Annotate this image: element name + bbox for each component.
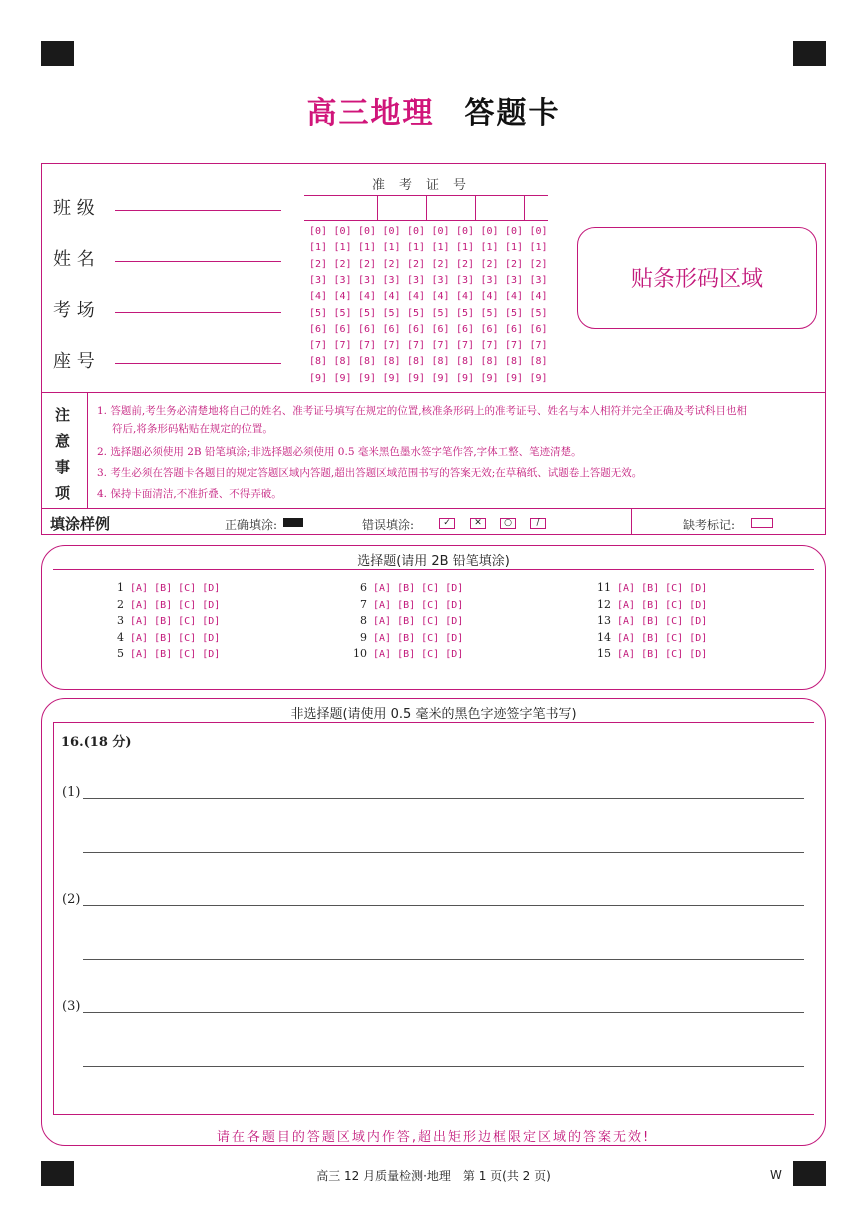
sample-heading: 填涂样例 [50,515,111,533]
answer-line[interactable] [83,905,804,906]
nonchoice-title: 非选择题(请使用 0.5 毫米的黑色字迹签字笔书写) [290,707,577,722]
admission-title: 准考证号 [371,178,480,193]
field-line[interactable] [115,210,281,211]
admission-digit-bubble[interactable]: [1] [456,242,475,254]
admission-digit-bubble[interactable]: [4] [358,291,377,303]
admission-digit-bubble[interactable]: [0] [529,226,548,237]
field-label: 考 场 [53,300,95,321]
correct-fill-mark [283,518,303,527]
admission-write-boxes[interactable] [304,195,548,221]
option-bubble[interactable]: [C] [421,632,440,644]
question-number: 5 [117,647,124,661]
admission-digit-bubble[interactable]: [7] [407,340,426,352]
choice-question-3 [110,614,226,627]
admission-digit-bubble[interactable]: [5] [529,307,548,319]
option-bubble[interactable]: [D] [202,616,221,628]
notice-heading-4: 项 [55,484,71,502]
answer-area-warning: 请在各题目的答题区域内作答,超出矩形边框限定区域的答案无效! [216,1130,651,1145]
admission-digit-bubble[interactable]: [2] [431,258,450,270]
option-bubble[interactable]: [D] [445,583,464,594]
option-bubble[interactable]: [A] [373,583,392,594]
choice-question-5 [110,647,226,660]
choice-question-8 [353,614,469,627]
admission-digit-bubble[interactable]: [9] [382,372,401,384]
choice-question-12 [597,598,713,611]
field-label: 姓 名 [53,249,95,270]
admission-digit-bubble[interactable]: [1] [431,242,450,254]
admission-digit-bubble[interactable]: [9] [309,372,328,384]
admission-digit-bubble[interactable]: [1] [382,242,401,254]
admission-digit-bubble[interactable]: [6] [505,323,524,335]
question-number: 3 [117,614,124,628]
admission-digit-bubble[interactable]: [6] [333,323,352,335]
admission-digit-bubble[interactable]: [3] [358,274,377,286]
question-number: 4 [117,630,124,644]
choice-question-14 [597,631,713,644]
admission-digit-bubble[interactable]: [2] [309,258,328,270]
option-bubble[interactable]: [A] [130,616,149,628]
field-line[interactable] [115,363,281,364]
admission-digit-bubble[interactable]: [7] [456,340,475,352]
option-bubble[interactable]: [A] [617,583,636,594]
admission-digit-bubble[interactable]: [3] [480,274,499,286]
choice-question-9 [353,631,469,644]
question-number: 12 [597,597,611,611]
option-bubble[interactable]: [D] [202,583,221,594]
divider [41,392,826,393]
admission-digit-bubble[interactable]: [8] [309,356,328,368]
admission-digit-bubble[interactable]: [0] [431,226,450,237]
admission-digit-bubble[interactable]: [7] [309,340,328,352]
admission-digit-bubble[interactable]: [2] [456,258,475,270]
admission-digit-bubble[interactable]: [1] [358,242,377,254]
option-bubble[interactable]: [C] [665,616,684,628]
sample-absent-label: 缺考标记: [683,518,736,532]
question-number: 8 [360,614,367,628]
answer-line[interactable] [83,1012,804,1013]
option-bubble[interactable]: [A] [617,616,636,628]
admission-digit-bubble[interactable]: [8] [333,356,352,368]
option-bubble[interactable]: [B] [397,583,416,594]
admission-digit-bubble[interactable]: [5] [333,307,352,319]
option-bubble[interactable]: [A] [130,649,149,661]
admission-digit-bubble[interactable]: [3] [382,274,401,286]
admission-digit-bubble[interactable]: [0] [456,226,475,237]
option-bubble[interactable]: [C] [421,649,440,661]
admission-digit-bubble[interactable]: [6] [309,323,328,335]
divider [631,508,632,535]
field-line[interactable] [115,312,281,313]
admission-digit-bubble[interactable]: [9] [529,372,548,384]
notice-item: 4. 保持卡面清洁,不准折叠、不得弄破。 [97,488,282,500]
admission-digit-bubble[interactable]: [2] [382,258,401,270]
admission-digit-bubble[interactable]: [7] [480,340,499,352]
admission-digit-bubble[interactable]: [8] [456,356,475,368]
admission-digit-bubble[interactable]: [4] [382,291,401,303]
option-bubble[interactable]: [C] [421,583,440,594]
registration-mark-top-right [793,41,826,66]
question-number: 10 [353,647,367,661]
admission-digit-bubble[interactable]: [6] [407,323,426,335]
notice-heading-3: 事 [55,458,71,476]
barcode-area [577,227,817,329]
question-number: 14 [597,630,611,644]
admission-digit-bubble[interactable]: [0] [382,226,401,237]
option-bubble[interactable]: [B] [641,583,660,594]
option-bubble[interactable]: [C] [178,599,197,611]
page-footer: 高三 12 月质量检测·地理 第 1 页(共 2 页) [316,1169,551,1183]
admission-digit-bubble[interactable]: [4] [309,291,328,303]
option-bubble[interactable]: [C] [665,583,684,594]
admission-digit-bubble[interactable]: [6] [358,323,377,335]
admission-digit-bubble[interactable]: [5] [456,307,475,319]
option-bubble[interactable]: [B] [154,583,173,594]
divider [41,508,826,509]
wrong-mark-slash-icon: / [530,518,546,529]
admission-digit-bubble[interactable]: [1] [480,242,499,254]
admission-digit-bubble[interactable]: [4] [456,291,475,303]
admission-digit-bubble[interactable]: [1] [407,242,426,254]
divider [53,569,814,570]
admission-digit-bubble[interactable]: [8] [382,356,401,368]
option-bubble[interactable]: [B] [397,616,416,628]
divider [53,1114,814,1115]
choice-question-15 [597,647,713,660]
choice-question-10 [353,647,469,660]
option-bubble[interactable]: [C] [178,616,197,628]
admission-digit-bubble[interactable]: [8] [431,356,450,368]
option-bubble[interactable]: [C] [421,616,440,628]
answer-line[interactable] [83,798,804,799]
admission-digit-bubble[interactable]: [9] [407,372,426,384]
divider [53,722,814,723]
option-bubble[interactable]: [B] [641,649,660,661]
admission-digit-bubble[interactable]: [4] [480,291,499,303]
sample-correct-label: 正确填涂: [225,518,278,532]
option-bubble[interactable]: [C] [178,583,197,594]
admission-digit-bubble[interactable]: [3] [431,274,450,286]
option-bubble[interactable]: [A] [130,632,149,644]
title-card: 答题卡 [464,96,561,131]
sample-wrong-label: 错误填涂: [362,518,415,532]
admission-digit-bubble[interactable]: [2] [333,258,352,270]
option-bubble[interactable]: [B] [154,632,173,644]
admission-digit-bubble[interactable]: [5] [358,307,377,319]
option-bubble[interactable]: [A] [373,616,392,628]
admission-digit-bubble[interactable]: [9] [480,372,499,384]
admission-digit-bubble[interactable]: [1] [309,242,328,254]
footer-mark: W [770,1168,782,1182]
admission-digit-bubble[interactable]: [0] [480,226,499,237]
option-bubble[interactable]: [B] [641,599,660,611]
option-bubble[interactable]: [D] [202,632,221,644]
admission-digit-bubble[interactable]: [5] [309,307,328,319]
admission-digit-bubble[interactable]: [4] [407,291,426,303]
admission-digit-bubble[interactable]: [7] [382,340,401,352]
option-bubble[interactable]: [B] [397,632,416,644]
option-bubble[interactable]: [C] [665,649,684,661]
answer-line[interactable] [83,1066,804,1067]
question-number: 7 [360,597,367,611]
admission-digit-bubble[interactable]: [9] [505,372,524,384]
admission-digit-bubble[interactable]: [7] [431,340,450,352]
admission-digit-bubble[interactable]: [9] [456,372,475,384]
admission-digit-bubble[interactable]: [5] [382,307,401,319]
option-bubble[interactable]: [B] [154,599,173,611]
absent-mark-box[interactable] [751,518,773,528]
choice-question-4 [110,631,226,644]
option-bubble[interactable]: [C] [665,599,684,611]
admission-digit-bubble[interactable]: [0] [407,226,426,237]
option-bubble[interactable]: [A] [130,599,149,611]
wrong-mark-circle-icon: ○ [500,518,516,529]
admission-digit-bubble[interactable]: [3] [529,274,548,286]
part-2-label: (2) [62,892,81,907]
admission-digit-bubble[interactable]: [3] [407,274,426,286]
divider [53,722,54,1114]
admission-digit-bubble[interactable]: [4] [431,291,450,303]
admission-digit-bubble[interactable]: [2] [358,258,377,270]
admission-digit-bubble[interactable]: [1] [529,242,548,254]
admission-digit-bubble[interactable]: [0] [358,226,377,237]
choice-question-7 [353,598,469,611]
option-bubble[interactable]: [A] [373,649,392,661]
option-bubble[interactable]: [D] [689,616,708,628]
option-bubble[interactable]: [A] [373,632,392,644]
question-number: 2 [117,597,124,611]
option-bubble[interactable]: [D] [445,616,464,628]
question-number: 11 [597,581,611,594]
choice-title: 选择题(请用 2B 铅笔填涂) [357,554,510,569]
wrong-mark-check-icon: ✓ [439,518,455,529]
admission-digit-bubble[interactable]: [9] [431,372,450,384]
admission-digit-bubble[interactable]: [4] [505,291,524,303]
choice-question-11 [597,581,713,594]
option-bubble[interactable]: [D] [445,599,464,611]
admission-digit-bubble[interactable]: [9] [333,372,352,384]
admission-digit-bubble[interactable]: [4] [333,291,352,303]
option-bubble[interactable]: [D] [689,649,708,661]
admission-digit-bubble[interactable]: [0] [505,226,524,237]
option-bubble[interactable]: [B] [154,616,173,628]
question-number: 6 [360,581,367,594]
barcode-label: 贴条形码区域 [630,267,763,292]
registration-mark-top-left [41,41,74,66]
question-number: 1 [117,581,124,594]
admission-digit-bubble[interactable]: [6] [382,323,401,335]
notice-item: 2. 选择题必须使用 2B 铅笔填涂;非选择题必须使用 0.5 毫米黑色墨水签字笔作答,字体工整、笔迹清楚。 [97,446,582,458]
admission-digit-bubble[interactable]: [6] [529,323,548,335]
part-1-label: (1) [62,785,81,800]
option-bubble[interactable]: [D] [202,599,221,611]
option-bubble[interactable]: [A] [617,649,636,661]
admission-digit-bubble[interactable]: [7] [529,340,548,352]
notice-item: 符后,将条形码粘贴在规定的位置。 [112,423,273,435]
option-bubble[interactable]: [C] [178,632,197,644]
option-bubble[interactable]: [C] [665,632,684,644]
choice-question-2 [110,598,226,611]
option-bubble[interactable]: [A] [130,583,149,594]
admission-digit-bubble[interactable]: [6] [480,323,499,335]
admission-digit-bubble[interactable]: [8] [529,356,548,368]
option-bubble[interactable]: [D] [445,632,464,644]
admission-digit-bubble[interactable]: [2] [505,258,524,270]
admission-digit-bubble[interactable]: [3] [505,274,524,286]
question-16-heading: 16.(18 分) [61,735,132,750]
option-bubble[interactable]: [A] [617,632,636,644]
option-bubble[interactable]: [D] [689,583,708,594]
admission-digit-bubble[interactable]: [2] [480,258,499,270]
field-label: 座 号 [53,351,95,372]
field-label: 班 级 [53,198,95,219]
question-number: 9 [360,630,367,644]
admission-digit-bubble[interactable]: [6] [431,323,450,335]
admission-digit-bubble[interactable]: [5] [505,307,524,319]
option-bubble[interactable]: [D] [689,599,708,611]
admission-digit-bubble[interactable]: [8] [358,356,377,368]
admission-digit-bubble[interactable]: [2] [529,258,548,270]
admission-digit-bubble[interactable]: [7] [358,340,377,352]
option-bubble[interactable]: [D] [689,632,708,644]
option-bubble[interactable]: [A] [617,599,636,611]
admission-digit-bubble[interactable]: [0] [333,226,352,237]
wrong-mark-cross-icon: ✕ [470,518,486,529]
admission-digit-bubble[interactable]: [3] [309,274,328,286]
answer-line[interactable] [83,959,804,960]
divider [87,392,88,508]
choice-question-6 [353,581,469,594]
option-bubble[interactable]: [D] [445,649,464,661]
notice-item: 3. 考生必须在答题卡各题目的规定答题区域内答题,超出答题区域范围书写的答案无效;在草稿纸、试题卷上答题无效。 [97,467,643,479]
admission-digit-bubble[interactable]: [5] [480,307,499,319]
choice-question-13 [597,614,713,627]
option-bubble[interactable]: [C] [421,599,440,611]
admission-digit-bubble[interactable]: [9] [358,372,377,384]
field-seat [53,347,113,373]
question-number: 13 [597,614,611,628]
part-3-label: (3) [62,999,81,1014]
option-bubble[interactable]: [B] [397,649,416,661]
notice-item: 1. 答题前,考生务必清楚地将自己的姓名、准考证号填写在规定的位置,核准条形码上的准考证号、姓名与本人相符并完全正确及考试科目也相 [97,405,748,417]
option-bubble[interactable]: [B] [641,616,660,628]
field-name [53,245,113,271]
choice-question-1 [110,581,226,594]
admission-digit-bubble[interactable]: [7] [333,340,352,352]
question-number: 15 [597,647,611,661]
admission-digit-bubble[interactable]: [5] [407,307,426,319]
admission-digit-bubble[interactable]: [5] [431,307,450,319]
option-bubble[interactable]: [B] [641,632,660,644]
admission-digit-bubble[interactable]: [1] [333,242,352,254]
option-bubble[interactable]: [B] [397,599,416,611]
field-room [53,296,113,322]
admission-digit-bubble[interactable]: [8] [480,356,499,368]
admission-digit-bubble[interactable]: [3] [456,274,475,286]
option-bubble[interactable]: [C] [178,649,197,661]
page-title [0,88,867,132]
field-class [53,194,113,220]
option-bubble[interactable]: [B] [154,649,173,661]
admission-digit-bubble[interactable]: [2] [407,258,426,270]
title-subject: 高三地理 [306,96,435,131]
admission-digit-bubble[interactable]: [1] [505,242,524,254]
admission-digit-bubble[interactable]: [0] [309,226,328,237]
field-line[interactable] [115,261,281,262]
admission-digit-bubble[interactable]: [7] [505,340,524,352]
option-bubble[interactable]: [D] [202,649,221,661]
nonchoice-section [41,698,826,1146]
notice-heading-1: 注 [55,406,71,424]
admission-digit-bubble[interactable]: [8] [407,356,426,368]
option-bubble[interactable]: [A] [373,599,392,611]
admission-digit-bubble[interactable]: [3] [333,274,352,286]
notice-heading-2: 意 [55,432,71,450]
admission-digit-bubble[interactable]: [8] [505,356,524,368]
answer-line[interactable] [83,852,804,853]
admission-digit-bubble[interactable]: [4] [529,291,548,303]
admission-digit-bubble[interactable]: [6] [456,323,475,335]
